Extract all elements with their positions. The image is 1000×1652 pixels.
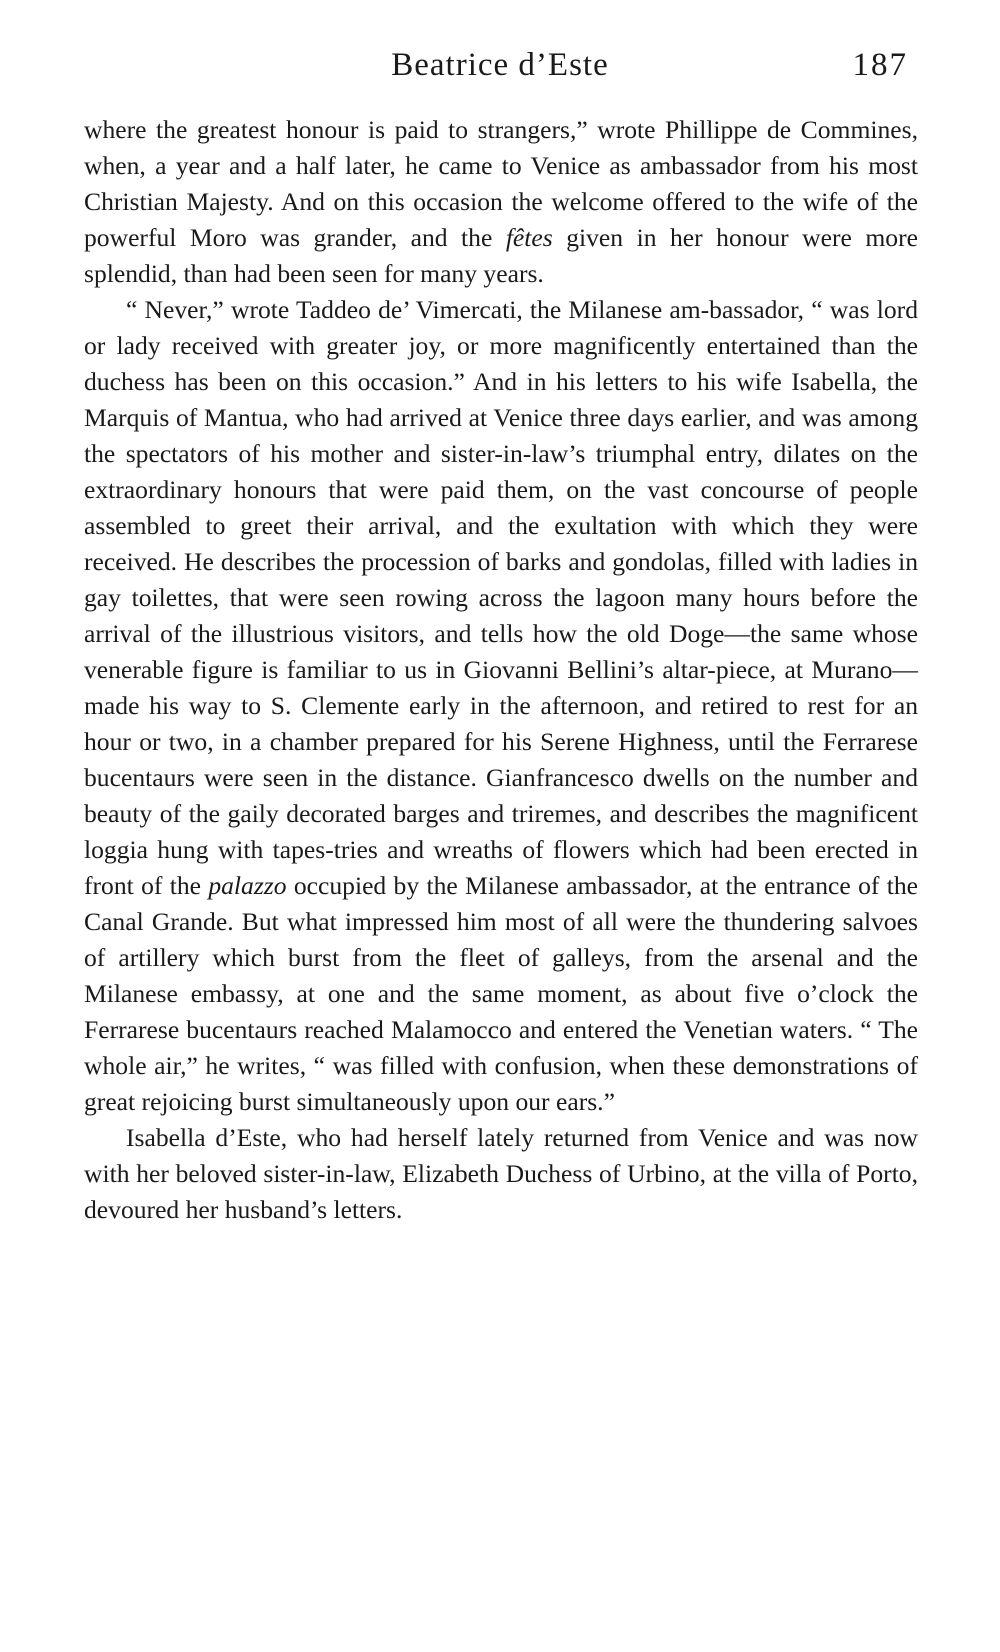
body-text <box>84 112 918 1228</box>
text-run: given in her honour were more splendid, than had been seen for many years. <box>84 223 918 288</box>
running-title: Beatrice d’Este <box>391 47 609 83</box>
text-run: where the greatest honour is paid to strangers,” wrote Phillippe de Commines, when, a year and a half later, he came to Venice as ambassador from his most Christian Majesty. And on this occasion the welcome offered to the wife of the powerful Moro was grander, and the <box>84 115 918 252</box>
running-head <box>0 40 1000 90</box>
italic-term-fetes: fêtes <box>505 223 553 252</box>
page-number: 187 <box>852 47 908 83</box>
paragraph-isabella <box>84 1120 918 1228</box>
text-run: occupied by the Milanese ambassador, at the entrance of the Canal Grande. But what impressed him most of all were the thundering salvoes of artillery which burst from the fleet of galleys, from the arsenal and the Milanese embassy, at one and the same moment, as about five o’clock the Ferrarese bucentaurs reached Malamocco and entered the Venetian waters. “ The whole air,” he writes, “ was filled with confusion, when these demonstrations of great rejoicing burst simultaneously upon our ears.” <box>84 871 918 1116</box>
paragraph-never <box>84 292 918 1120</box>
italic-term-palazzo: palazzo <box>208 871 287 900</box>
paragraph-continuation <box>84 112 918 292</box>
text-run: “ Never,” wrote Taddeo de’ Vimercati, the Milanese am-bassador, “ was lord or lady received with greater joy, or more magnificently entertained than the duchess has been on this occasion.” And in his letters to his wife Isabella, the Marquis of Mantua, who had arrived at Venice three days earlier, and was among the spectators of his mother and sister-in-law’s triumphal entry, dilates on the extraordinary honours that were paid them, on the vast concourse of people assembled to greet their arrival, and the exultation with which they were received. He describes the procession of barks and gondolas, filled with ladies in gay toilettes, that were seen rowing across the lagoon many hours before the arrival of the illustrious visitors, and tells how the old Doge—the same whose venerable figure is familiar to us in Giovanni Bellini’s altar-piece, at Murano—made his way to S. Clemente early in the afternoon, and retired to rest for an hour or two, in a chamber prepared for his Serene Highness, until the Ferrarese bucentaurs were seen in the distance. Gianfrancesco dwells on the number and beauty of the gaily decorated barges and triremes, and describes the magnificent loggia hung with tapes-tries and wreaths of flowers which had been erected in front of the <box>84 295 918 900</box>
text-run: Isabella d’Este, who had herself lately returned from Venice and was now with her beloved sister-in-law, Elizabeth Duchess of Urbino, at the villa of Porto, devoured her husband’s letters. <box>84 1123 918 1224</box>
